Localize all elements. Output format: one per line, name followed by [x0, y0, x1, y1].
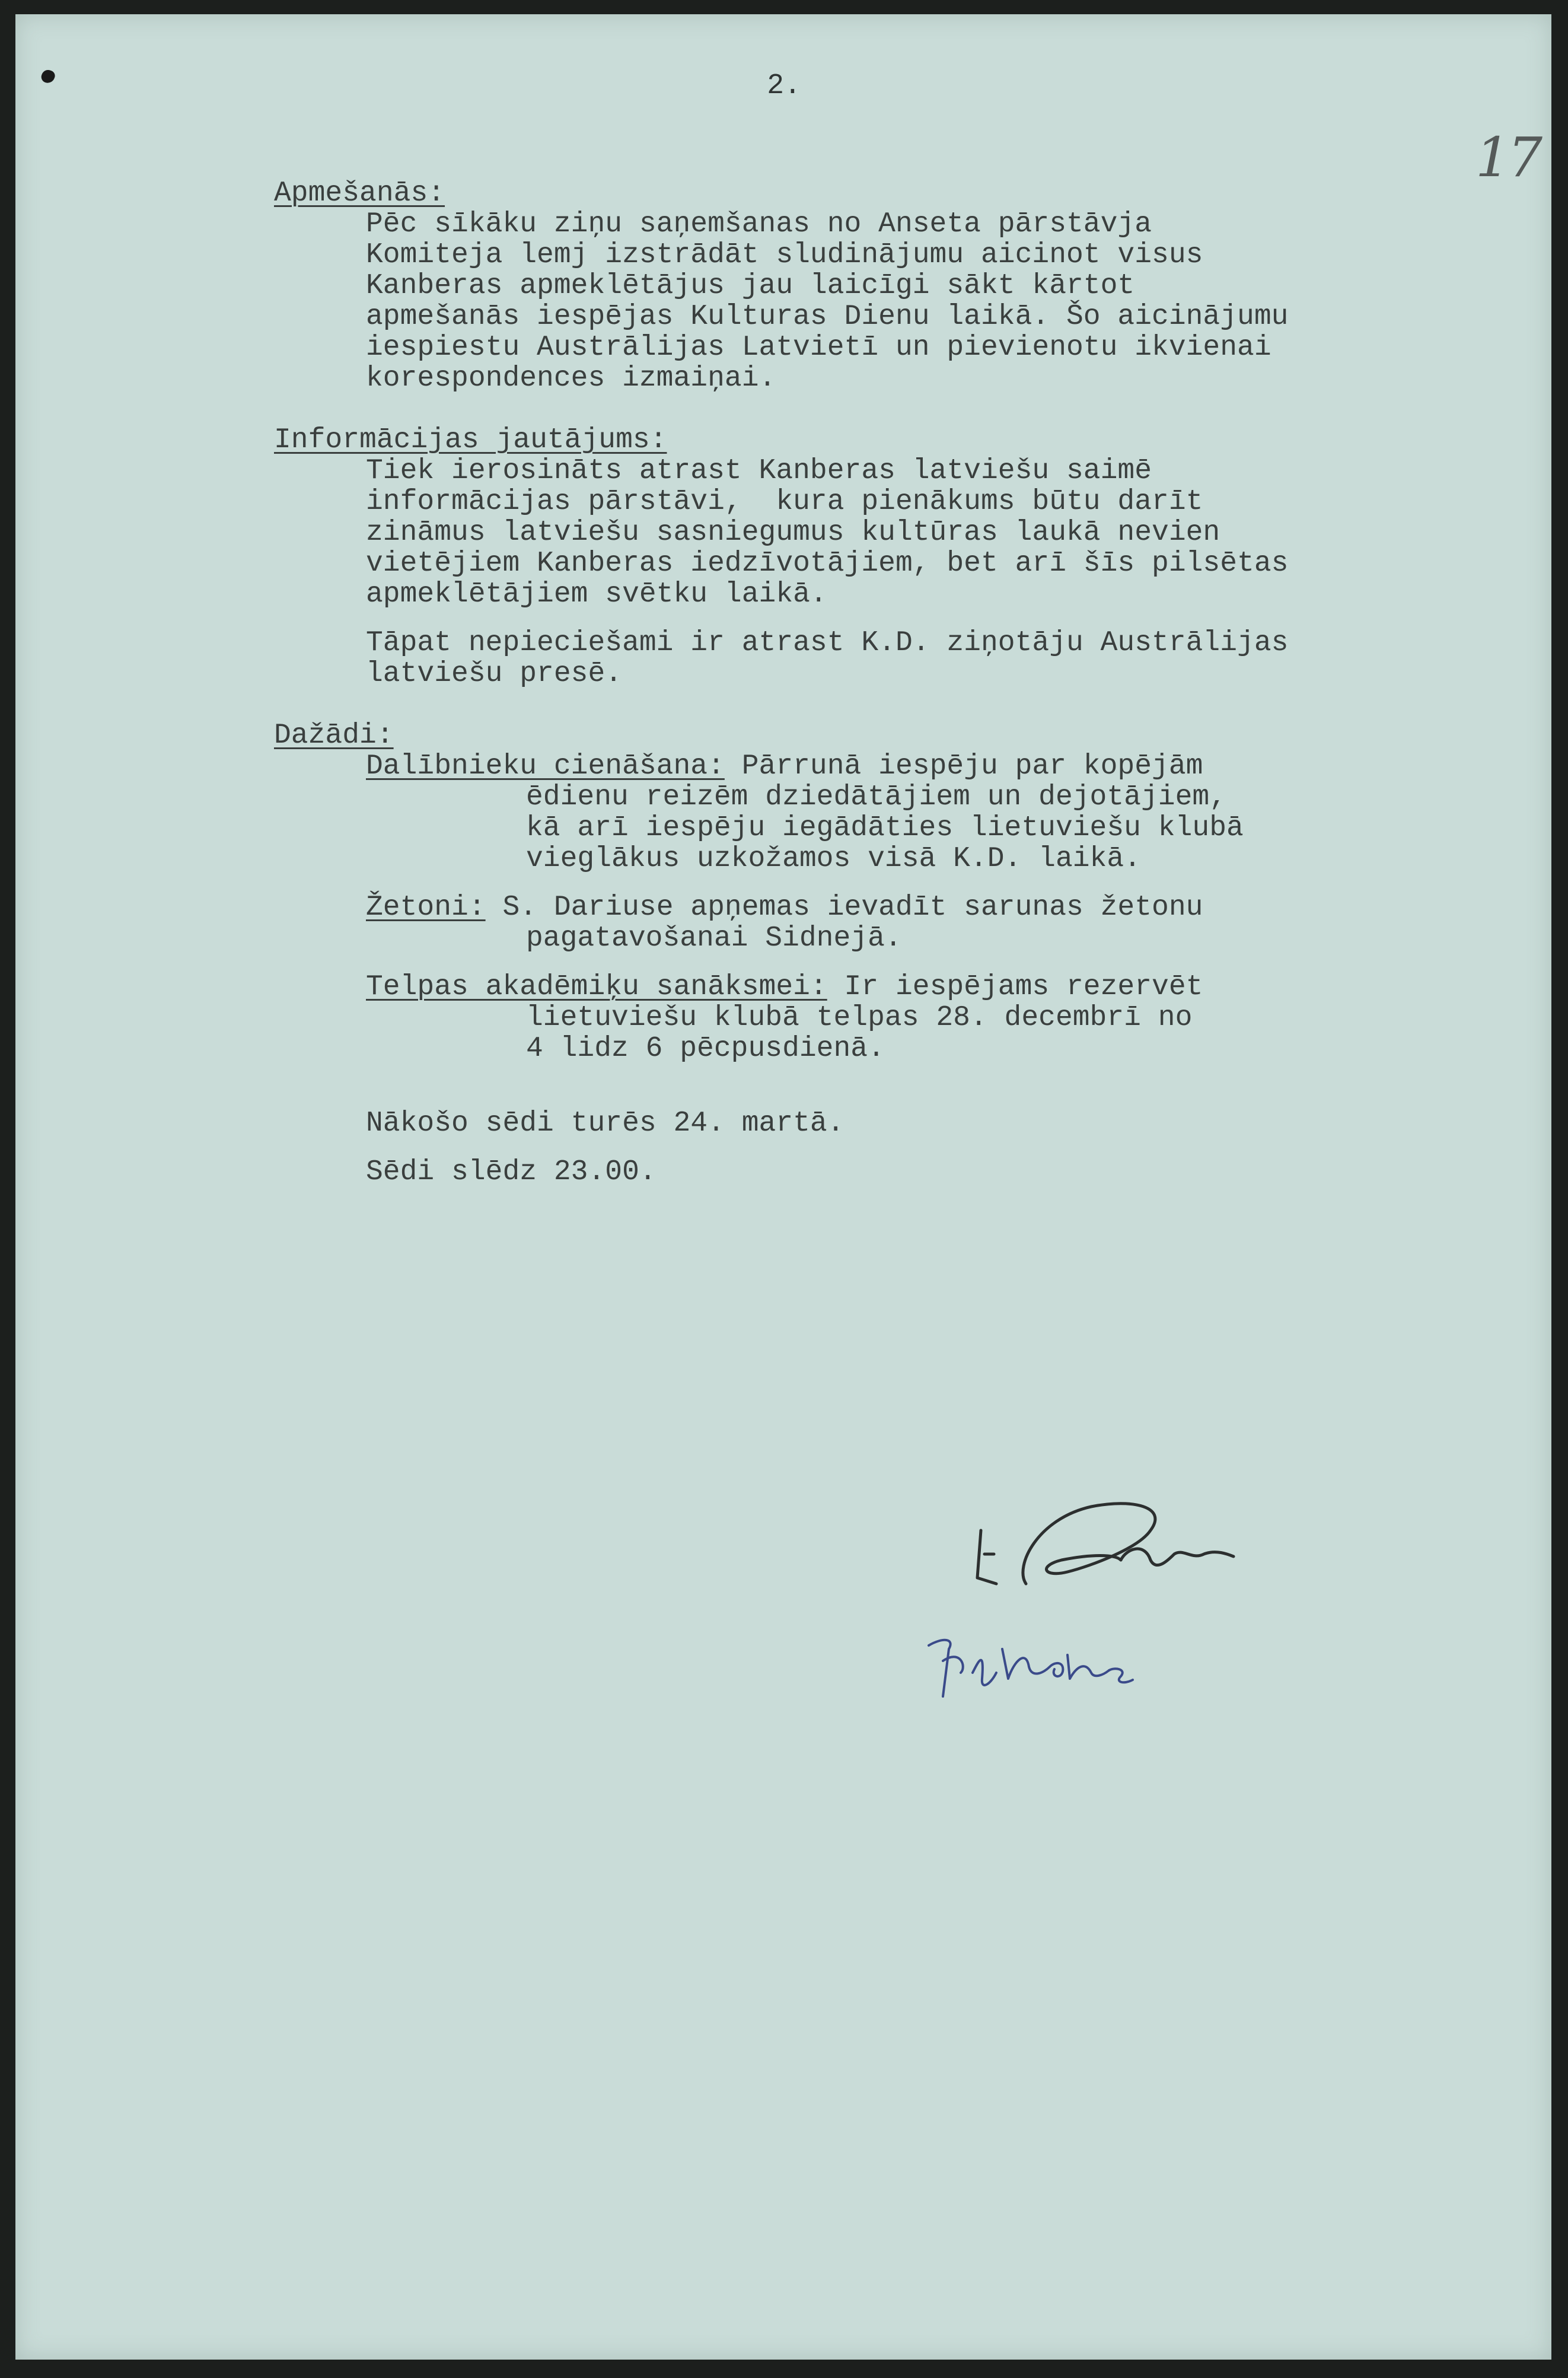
- section-heading: Dažādi:: [274, 720, 394, 752]
- text-line: vieglākus uzkožamos visā K.D. laikā.: [526, 843, 1141, 875]
- item-label: Telpas akadēmiķu sanāksmei:: [366, 971, 827, 1003]
- text-line: informācijas pārstāvi, kura pienākums būtu darīt: [366, 486, 1203, 518]
- section-apmesanas: [274, 178, 1448, 394]
- closing-line: Sēdi slēdz 23.00.: [366, 1156, 656, 1188]
- text-line: pagatavošanai Sidnejā.: [526, 922, 902, 954]
- section-heading: Apmešanās:: [274, 177, 445, 209]
- page-number: 2.: [767, 70, 801, 102]
- section-heading: Informācijas jautājums:: [274, 424, 667, 456]
- section-paragraph: [366, 628, 1448, 689]
- section-dazadi: [274, 720, 1448, 1064]
- text-line: kā arī iespēju iegādāties lietuviešu klubā: [526, 812, 1244, 844]
- section-paragraph: [366, 456, 1448, 610]
- closing-block: [366, 1108, 1448, 1188]
- item-text: Pārrunā iespēju par kopējām: [724, 750, 1203, 782]
- text-line: lietuviešu klubā telpas 28. decembrī no: [526, 1002, 1193, 1034]
- folio-number: 17: [1475, 126, 1541, 189]
- item-text: S. Dariuse apņemas ievadīt sarunas žetonu: [485, 892, 1203, 924]
- closing-line: Nākošo sēdi turēs 24. martā.: [366, 1107, 844, 1139]
- text-line: ēdienu reizēm dziedātājiem un dejotājiem,: [526, 781, 1226, 813]
- section-paragraph: [366, 209, 1448, 394]
- text-line: Komiteja lemj izstrādāt sludinājumu aicinot visus: [366, 239, 1203, 271]
- item-label: Žetoni:: [366, 892, 486, 924]
- item-label: Dalībnieku cienāšana:: [366, 750, 725, 782]
- signature-2: [925, 1625, 1139, 1708]
- text-line: latviešu presē.: [366, 658, 623, 690]
- text-line: apmešanās iespējas Kulturas Dienu laikā. Šo aicinājumu: [366, 301, 1289, 333]
- text-line: Tiek ierosināts atrast Kanberas latviešu saimē: [366, 455, 1152, 487]
- text-line: Tāpat nepieciešami ir atrast K.D. ziņotāju Austrālijas: [366, 627, 1289, 659]
- text-line: Kanberas apmeklētājus jau laicīgi sākt kārtot: [366, 270, 1135, 302]
- text-line: zināmus latviešu sasniegumus kultūras laukā nevien: [366, 517, 1220, 549]
- text-line: Pēc sīkāku ziņu saņemšanas no Anseta pārstāvja: [366, 208, 1152, 240]
- text-line: iespiestu Austrālijas Latvietī un pievienotu ikvienai: [366, 332, 1271, 364]
- text-line: 4 lidz 6 pēcpusdienā.: [526, 1033, 885, 1065]
- document-body: [274, 178, 1448, 1188]
- item-text: Ir iespējams rezervēt: [827, 971, 1203, 1003]
- dazadi-item-telpas: [366, 972, 1448, 1064]
- text-line: vietējiem Kanberas iedzīvotājiem, bet arī šīs pilsētas: [366, 547, 1289, 580]
- section-informacijas: [274, 425, 1448, 689]
- dazadi-item-zetoni: [366, 892, 1448, 954]
- text-line: apmeklētājiem svētku laikā.: [366, 578, 827, 610]
- text-line: korespondences izmaiņai.: [366, 362, 776, 394]
- dazadi-item-cienasana: [366, 751, 1448, 874]
- signature-1: [973, 1495, 1257, 1613]
